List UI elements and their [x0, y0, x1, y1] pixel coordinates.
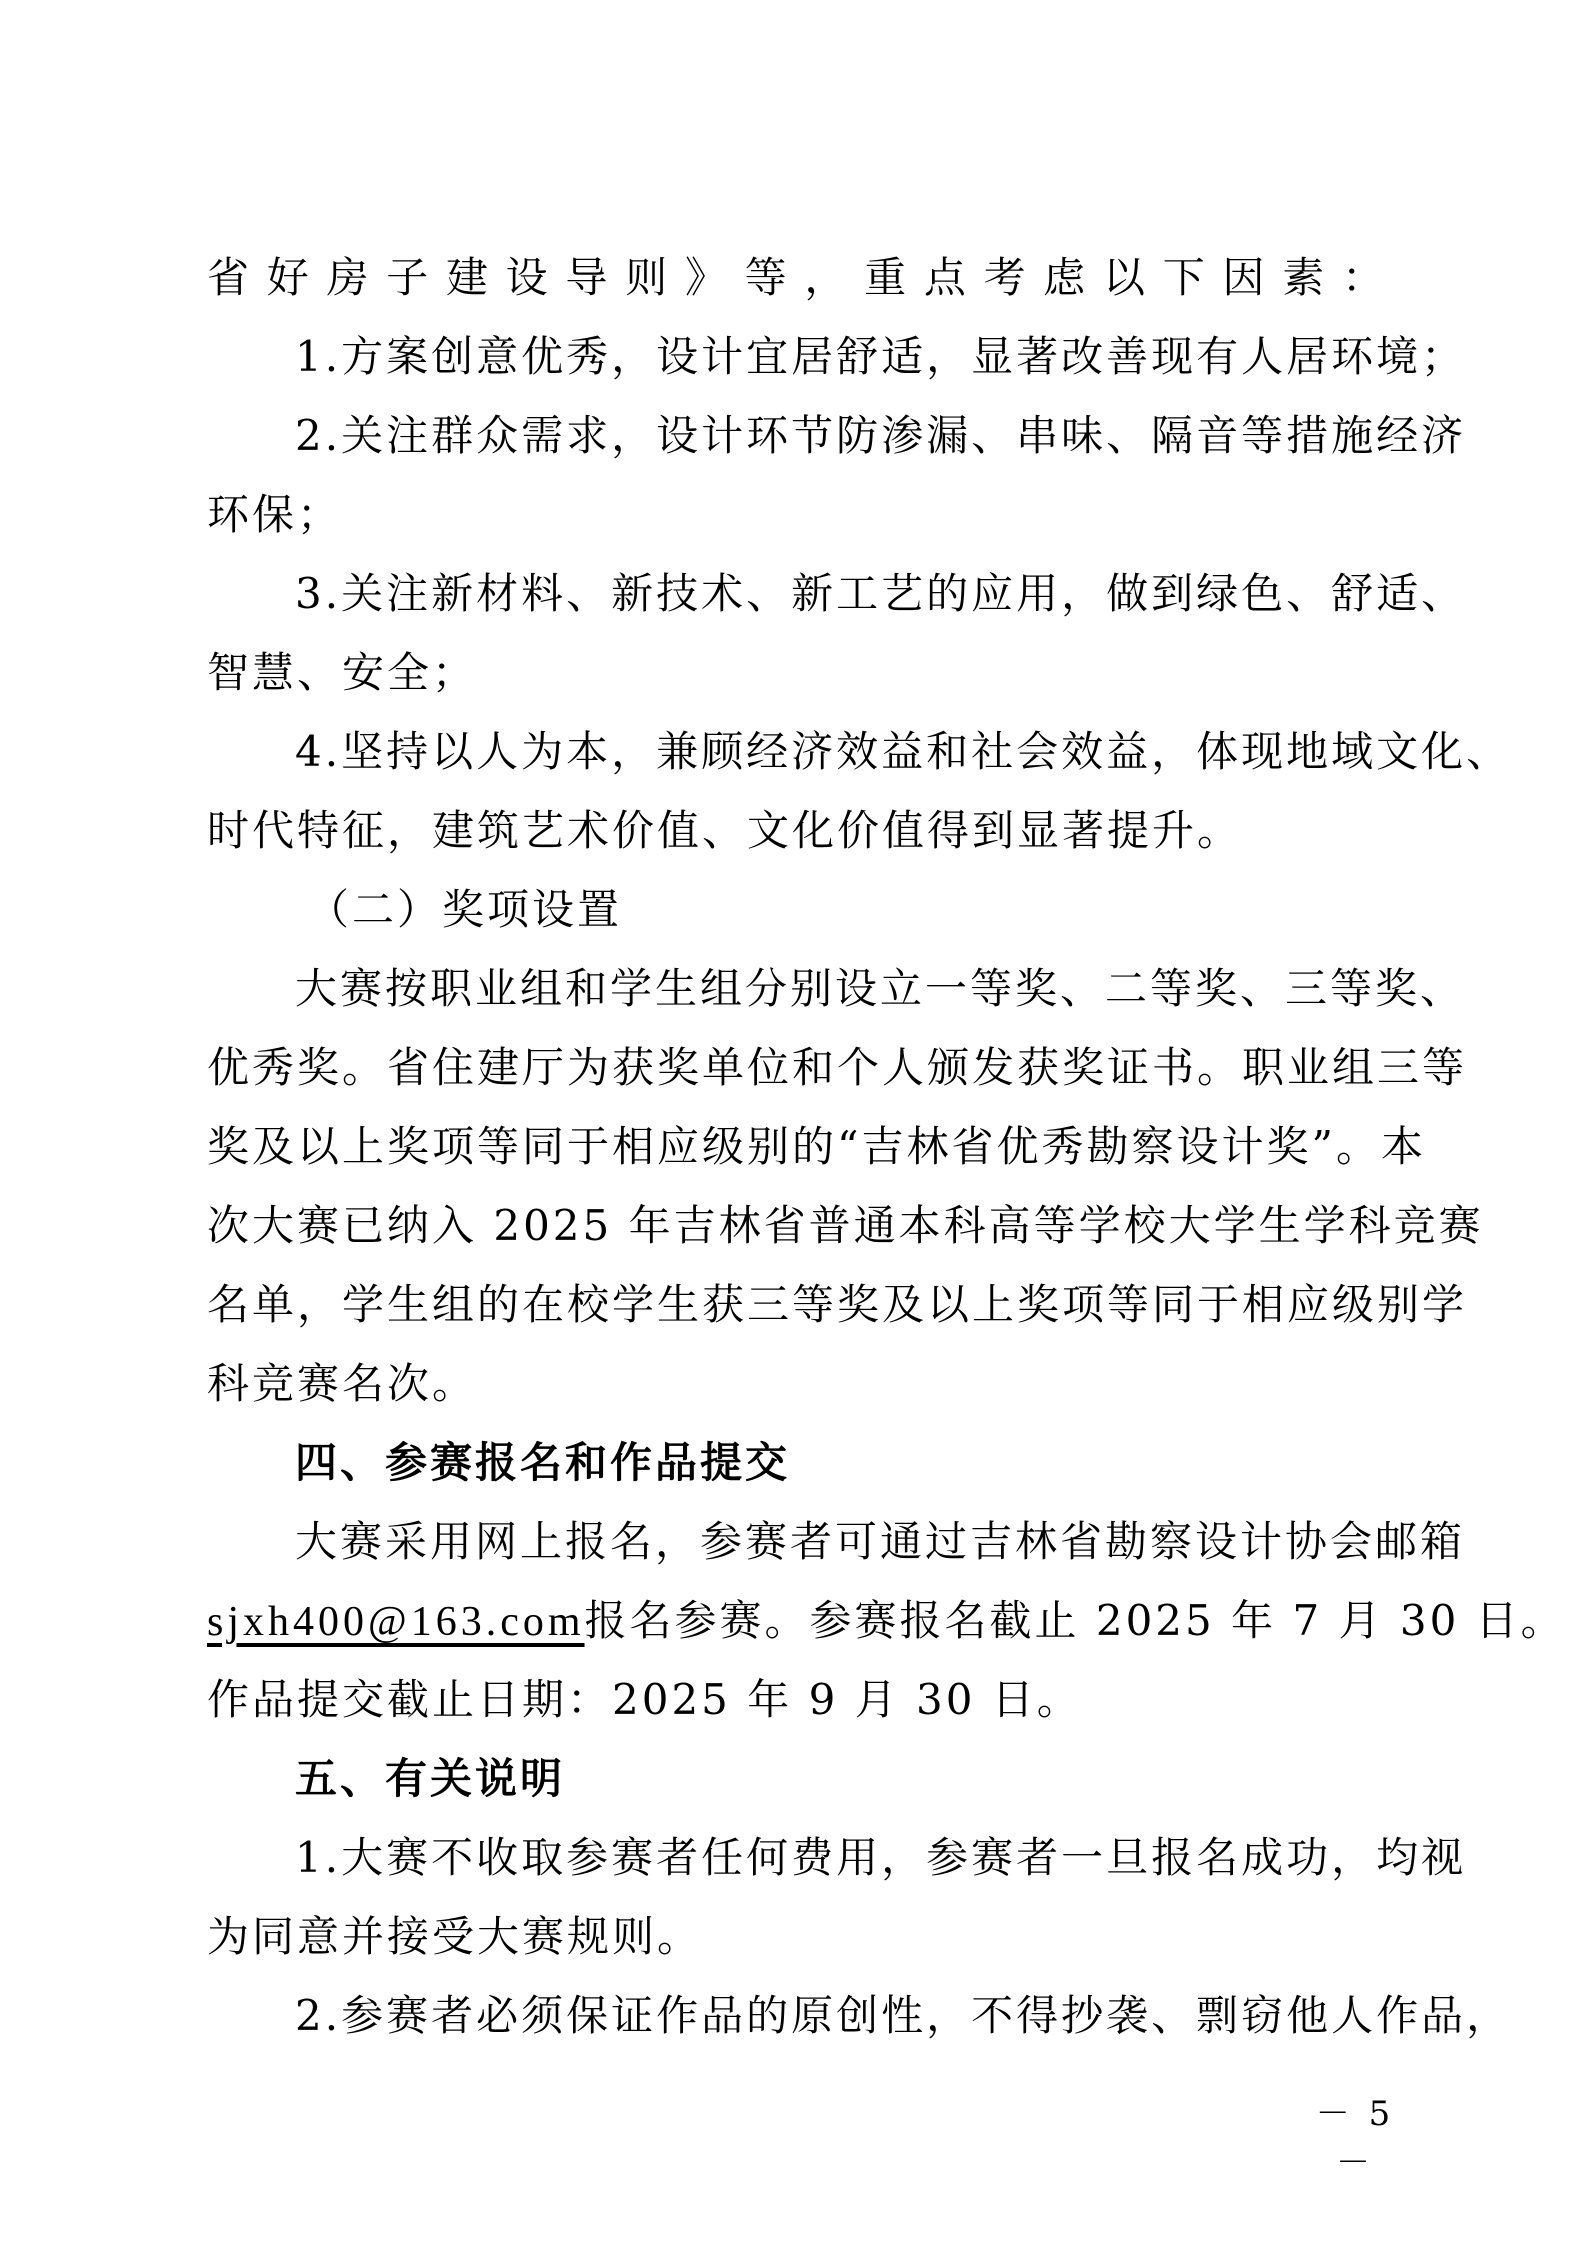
list-item-2: 2.关注群众需求，设计环节防渗漏、串味、隔音等措施经济 [295, 411, 1467, 460]
awards-paragraph-line: 次大赛已纳入 2025 年吉林省普通本科高等学校大学生学科竞赛 [207, 1201, 1484, 1250]
registration-deadline-text: 报名参赛。参赛报名截止 2025 年 7 月 30 日。 [584, 1596, 1566, 1645]
registration-paragraph-line [207, 1581, 1566, 1660]
paragraph-line: 省好房子建设导则》等，重点考虑以下因素： [207, 253, 1387, 302]
list-item-4-continued: 时代特征，建筑艺术价值、文化价值得到显著提升。 [207, 806, 1243, 855]
list-item-3-continued: 智慧、安全； [207, 648, 478, 697]
section-heading-notes: 五、有关说明 [295, 1754, 566, 1803]
email-link[interactable]: sjxh400@163.com [207, 1599, 585, 1645]
list-item-3: 3.关注新材料、新技术、新工艺的应用，做到绿色、舒适、 [295, 569, 1467, 618]
page-number: － 5 － [1315, 2094, 1395, 2183]
subsection-heading-awards: （二）奖项设置 [307, 885, 623, 934]
document-body [207, 238, 1566, 2055]
notes-item-1: 1.大赛不收取参赛者任何费用，参赛者一旦报名成功，均视 [295, 1833, 1467, 1882]
awards-paragraph-line: 科竞赛名次。 [207, 1359, 478, 1408]
submission-deadline-line: 作品提交截止日期：2025 年 9 月 30 日。 [207, 1675, 1082, 1724]
list-item-2-continued: 环保； [207, 490, 343, 539]
list-item-4: 4.坚持以人为本，兼顾经济效益和社会效益，体现地域文化、 [295, 727, 1512, 776]
notes-item-1-continued: 为同意并接受大赛规则。 [207, 1912, 703, 1961]
awards-paragraph-line: 优秀奖。省住建厅为获奖单位和个人颁发获奖证书。职业组三等 [207, 1043, 1468, 1092]
notes-item-2: 2.参赛者必须保证作品的原创性，不得抄袭、剽窃他人作品， [295, 1991, 1512, 2040]
awards-paragraph-line: 名单，学生组的在校学生获三等奖及以上奖项等同于相应级别学 [207, 1280, 1468, 1329]
section-heading-registration: 四、参赛报名和作品提交 [295, 1438, 791, 1487]
registration-paragraph-line: 大赛采用网上报名，参赛者可通过吉林省勘察设计协会邮箱 [295, 1517, 1466, 1566]
list-item-1: 1.方案创意优秀，设计宜居舒适，显著改善现有人居环境； [295, 332, 1467, 381]
awards-paragraph-line: 大赛按职业组和学生组分别设立一等奖、二等奖、三等奖、 [295, 964, 1466, 1013]
awards-paragraph-line: 奖及以上奖项等同于相应级别的“吉林省优秀勘察设计奖”。本 [207, 1122, 1426, 1171]
